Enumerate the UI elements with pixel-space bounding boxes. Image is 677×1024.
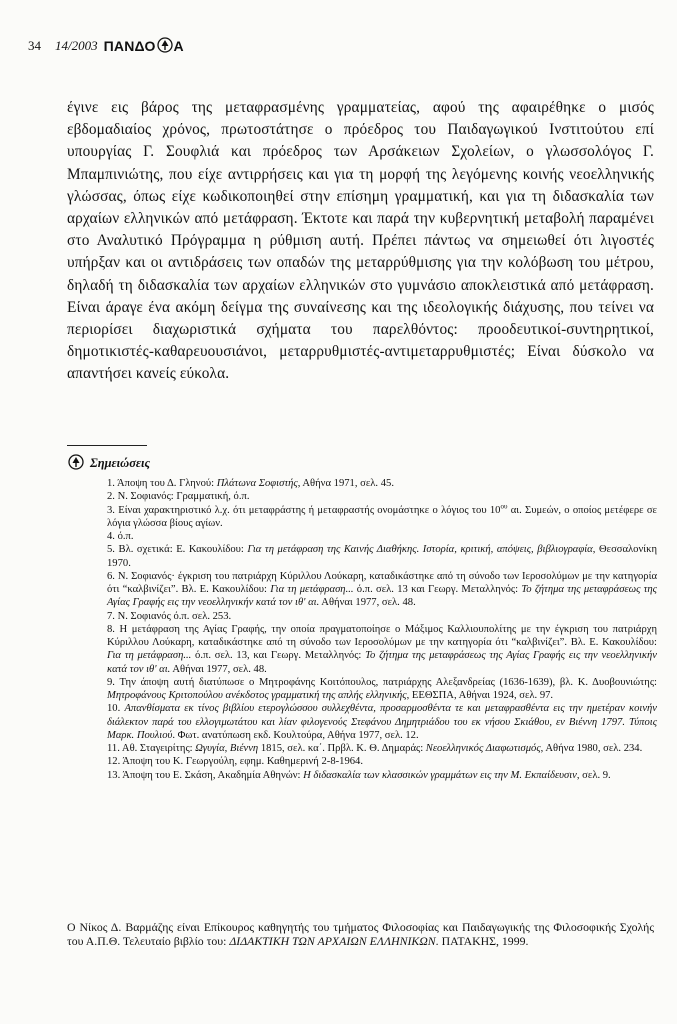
footnote-text: , Θεσσαλονίκη 1970. bbox=[107, 544, 657, 569]
footnote-text: 12. Άποψη του Κ. Γεωργούλη, εφημ. Καθημερινή 2-8-1964. bbox=[107, 756, 363, 768]
footnote-superscript: ου bbox=[500, 501, 508, 510]
footnote-title: Η διδασκαλία των κλασσικών γραμμάτων εις την Μ. Εκπαίδευσιν bbox=[303, 769, 577, 781]
footnote-9 bbox=[107, 676, 657, 703]
footnote-1 bbox=[107, 477, 657, 490]
footnote-6 bbox=[107, 570, 657, 610]
journal-logo bbox=[104, 38, 184, 54]
footnote-text: ό.π. σελ. 13 και Γεωργ. Μεταλληνός: bbox=[353, 584, 522, 595]
page-number: 34 bbox=[28, 38, 41, 53]
footnote-text: Αθήναι 1977, σελ. 48. bbox=[319, 597, 416, 609]
footnote-11 bbox=[107, 742, 657, 755]
bio-text: . ΠΑΤΑΚΗΣ, 1999. bbox=[435, 934, 529, 949]
body-paragraph: έγινε εις βάρος της μεταφρασμένης γραμματείας, αφού της αφαιρέθηκε ο μισός εβδομαδιαίος χρόνος, πρωτοστάτησε ο πρόεδρος του Παιδαγωγικού Ινστιτούτου επί υπουργίας Γ. Σουφλιά και πρόεδρος των Αρσάκειων Σχολείων, ο γλωσσολόγος Γ. Μπαμπινιώτης, που είχε αντιρρήσεις και για τη μορφή της λεγόμενης κοινής νεοελληνικής γλώσσας, όπως είχε κωδικοποιηθεί στην επίσημη γραμματική, και για τη διδασκαλία των αρχαίων ελληνικών από μετάφραση. Έκτοτε και παρά την κυβερνητική μεταβολή παραμένει στο Αναλυτικό Πρόγραμμα η ρύθμιση αυτή. Πρέπει πάντως να σημειωθεί ότι λιγοστές υπήρξαν και οι αντιδράσεις των οπαδών της μεταρρύθμισης για την κολόβωση του μέτρου, δηλαδή τη διδασκαλία των αρχαίων ελληνικών στο γυμνάσιο αποκλειστικά από μετάφραση. Είναι άραγε ένα ακόμη δείγμα της συναίνεσης και της ιδεολογικής διάχυσης, που τείνει να περιορίσει διαχωριστικά σχήματα του παρελθόντος: προοδευτικοί-συντηρητικοί, δημοτικιστές-καθαρευουσιάνοι, μεταρρυθμιστές-αντιμεταρρυθμιστές; Είναι δύσκολο να απαντήσει κανείς εύκολα. bbox=[67, 99, 654, 383]
footnote-title: Για τη μετάφραση... bbox=[107, 650, 192, 662]
footnote-text: αι. Συμεών, ο οποίος μετέφερε σε λόγια γλώσσα βίους αγίων. bbox=[107, 504, 658, 529]
footnote-8 bbox=[107, 623, 657, 676]
footnote-text: 9. Την άποψη αυτή διατύπωσε ο Μητροφάνης Κοιτόπουλος, πατριάρχης Αλεξανδρείας (1636-1639), βλ. Κ. Δυοβουνιώτης: bbox=[107, 676, 657, 688]
footnote-text: Αθήναι 1977, σελ. 48. bbox=[170, 663, 267, 675]
footnote-text: 1. Άποψη του Δ. Γληνού: bbox=[107, 478, 217, 489]
footnote-text: 2. Ν. Σοφιανός: Γραμματική, ό.π. bbox=[107, 491, 250, 503]
footnote-text: ό.π. σελ. 13, και Γεωργ. Μεταλληνός: bbox=[191, 650, 366, 662]
tree-logo-icon bbox=[157, 37, 173, 53]
footnote-12 bbox=[107, 755, 657, 768]
footnote-3 bbox=[107, 501, 658, 531]
issue-number: 14/2003 bbox=[55, 38, 98, 53]
footnote-title: Το ζήτημα της μεταφράσεως της Αγίας Γραφής εις την νεοελληνικήν κατά τον ιθ' αι. bbox=[107, 584, 657, 609]
notes-heading bbox=[67, 455, 150, 471]
footnote-text: , σελ. 9. bbox=[576, 769, 611, 781]
notes-heading-text: Σημειώσεις bbox=[90, 455, 151, 470]
footnote-title: Για τη μετάφραση... bbox=[270, 584, 354, 595]
brand-text-right: Α bbox=[173, 38, 184, 54]
bio-book-title: ΔΙΔΑΚΤΙΚΗ ΤΩΝ ΑΡΧΑΙΩΝ ΕΛΛΗΝΙΚΩΝ bbox=[229, 934, 436, 949]
footnote-13 bbox=[107, 769, 657, 782]
footnote-title: Νεοελληνικός Διαφωτισμός bbox=[425, 743, 541, 754]
footnote-text: 4. ό.π. bbox=[107, 531, 134, 542]
brand-text-left: ΠΑΝΔΟ bbox=[103, 38, 156, 54]
author-bio bbox=[67, 920, 654, 949]
notes-divider bbox=[67, 445, 147, 446]
footnote-4 bbox=[107, 530, 657, 543]
footnote-text: 1815, σελ. κα΄. Πρβλ. Κ. Θ. Δημαράς: bbox=[258, 743, 426, 754]
article-body bbox=[67, 97, 654, 386]
footnote-text: 10. bbox=[107, 703, 125, 715]
footnote-text: 6. Ν. Σοφιανός· έγκριση του πατριάρχη Κύριλλου Λούκαρη, καταδικάστηκε από τη σύνοδο των Ιεροσολύμων με την κατηγορία ότι “καλβινίζει”. Βλ. Ε. Κακουλίδου: bbox=[107, 570, 657, 595]
footnote-title: Μητροφάνους Κριτοπούλου ανέκδοτος γραμματική της απλής ελληνικής bbox=[107, 690, 407, 701]
tree-logo-icon bbox=[68, 454, 84, 470]
footnote-text: . Φωτ. ανατύπωση εκδ. Κουλτούρα, Αθήνα 1977, σελ. 12. bbox=[172, 729, 419, 741]
footnote-title: Για τη μετάφραση της Καινής Διαθήκης. Ιστορία, κριτική, απόψεις, βιβλιογραφία bbox=[247, 544, 593, 556]
bio-text: Ο Νίκος Δ. Βαρμάζης είναι Επίκουρος καθηγητής του τμήματος Φιλοσοφίας και Παιδαγωγικής της Φιλοσοφικής Σχολής του Α.Π.Θ. Τελευταίο βιβλίο του: bbox=[67, 919, 654, 949]
footnote-text: , ΕΕΘΣΠΑ, Αθήναι 1924, σελ. 97. bbox=[406, 690, 554, 701]
footnote-text: 5. Βλ. σχετικά: Ε. Κακουλίδου: bbox=[107, 544, 248, 556]
footnote-text: 11. Αθ. Σταγειρίτης: bbox=[107, 743, 196, 754]
footnote-title: Το ζήτημα της μεταφράσεως της Αγίας Γραφής εις την νεοελληνικήν κατά τον ιθ' αι. bbox=[107, 650, 657, 675]
footnote-text: , Αθήνα 1980, σελ. 234. bbox=[540, 743, 643, 754]
footnote-text: , Αθήνα 1971, σελ. 45. bbox=[297, 478, 394, 489]
footnote-2 bbox=[107, 490, 657, 503]
footnote-10 bbox=[107, 702, 657, 742]
footnote-text: 13. Άποψη του Ε. Σκάση, Ακαδημία Αθηνών: bbox=[107, 769, 304, 781]
footnote-title: Πλάτωνα Σοφιστής bbox=[216, 478, 298, 489]
footnote-text: 8. Η μετάφραση της Αγίας Γραφής, την οποία πραγματοποίησε ο Μάξιμος Καλλιουπολίτης με την έγκριση του πατριάρχη Κύριλλου Λούκαρη, καταδικάστηκε από τη σύνοδο των Ιεροσολύμων με την κατηγορία ότι “καλβινίζει”. Βλ. Ε. Κακουλίδου: bbox=[107, 623, 657, 648]
footnote-title: Απανθίσματα εκ τίνος βιβλίου ετερογλώσσου συλλεχθέντα, προσαρμοσθέντα τε και μεταφρασθέντα εις την ημετέραν κοινήν διάλεκτον παρά του ελλογιμωτάτου και λίαν φιλογενούς Στεφάνου Δημητριάδου του εκ νήσου Σκιάθου, εν Βιέννη 1797. Τύποις Μαρκ. Πουλιού bbox=[107, 703, 658, 741]
footnote-text: 3. Είναι χαρακτηριστικό λ.χ. ότι μεταφράστης ή μεταφραστής ονομάστηκε ο λόγιος του 10 bbox=[107, 504, 501, 516]
footnote-text: 7. Ν. Σοφιανός ό.π. σελ. 253. bbox=[107, 610, 232, 622]
footnotes bbox=[107, 477, 657, 782]
footnote-title: Ωγυγία, Βιέννη bbox=[195, 743, 259, 754]
footnote-5 bbox=[107, 543, 657, 570]
running-header bbox=[28, 38, 184, 54]
footnote-7 bbox=[107, 610, 657, 623]
